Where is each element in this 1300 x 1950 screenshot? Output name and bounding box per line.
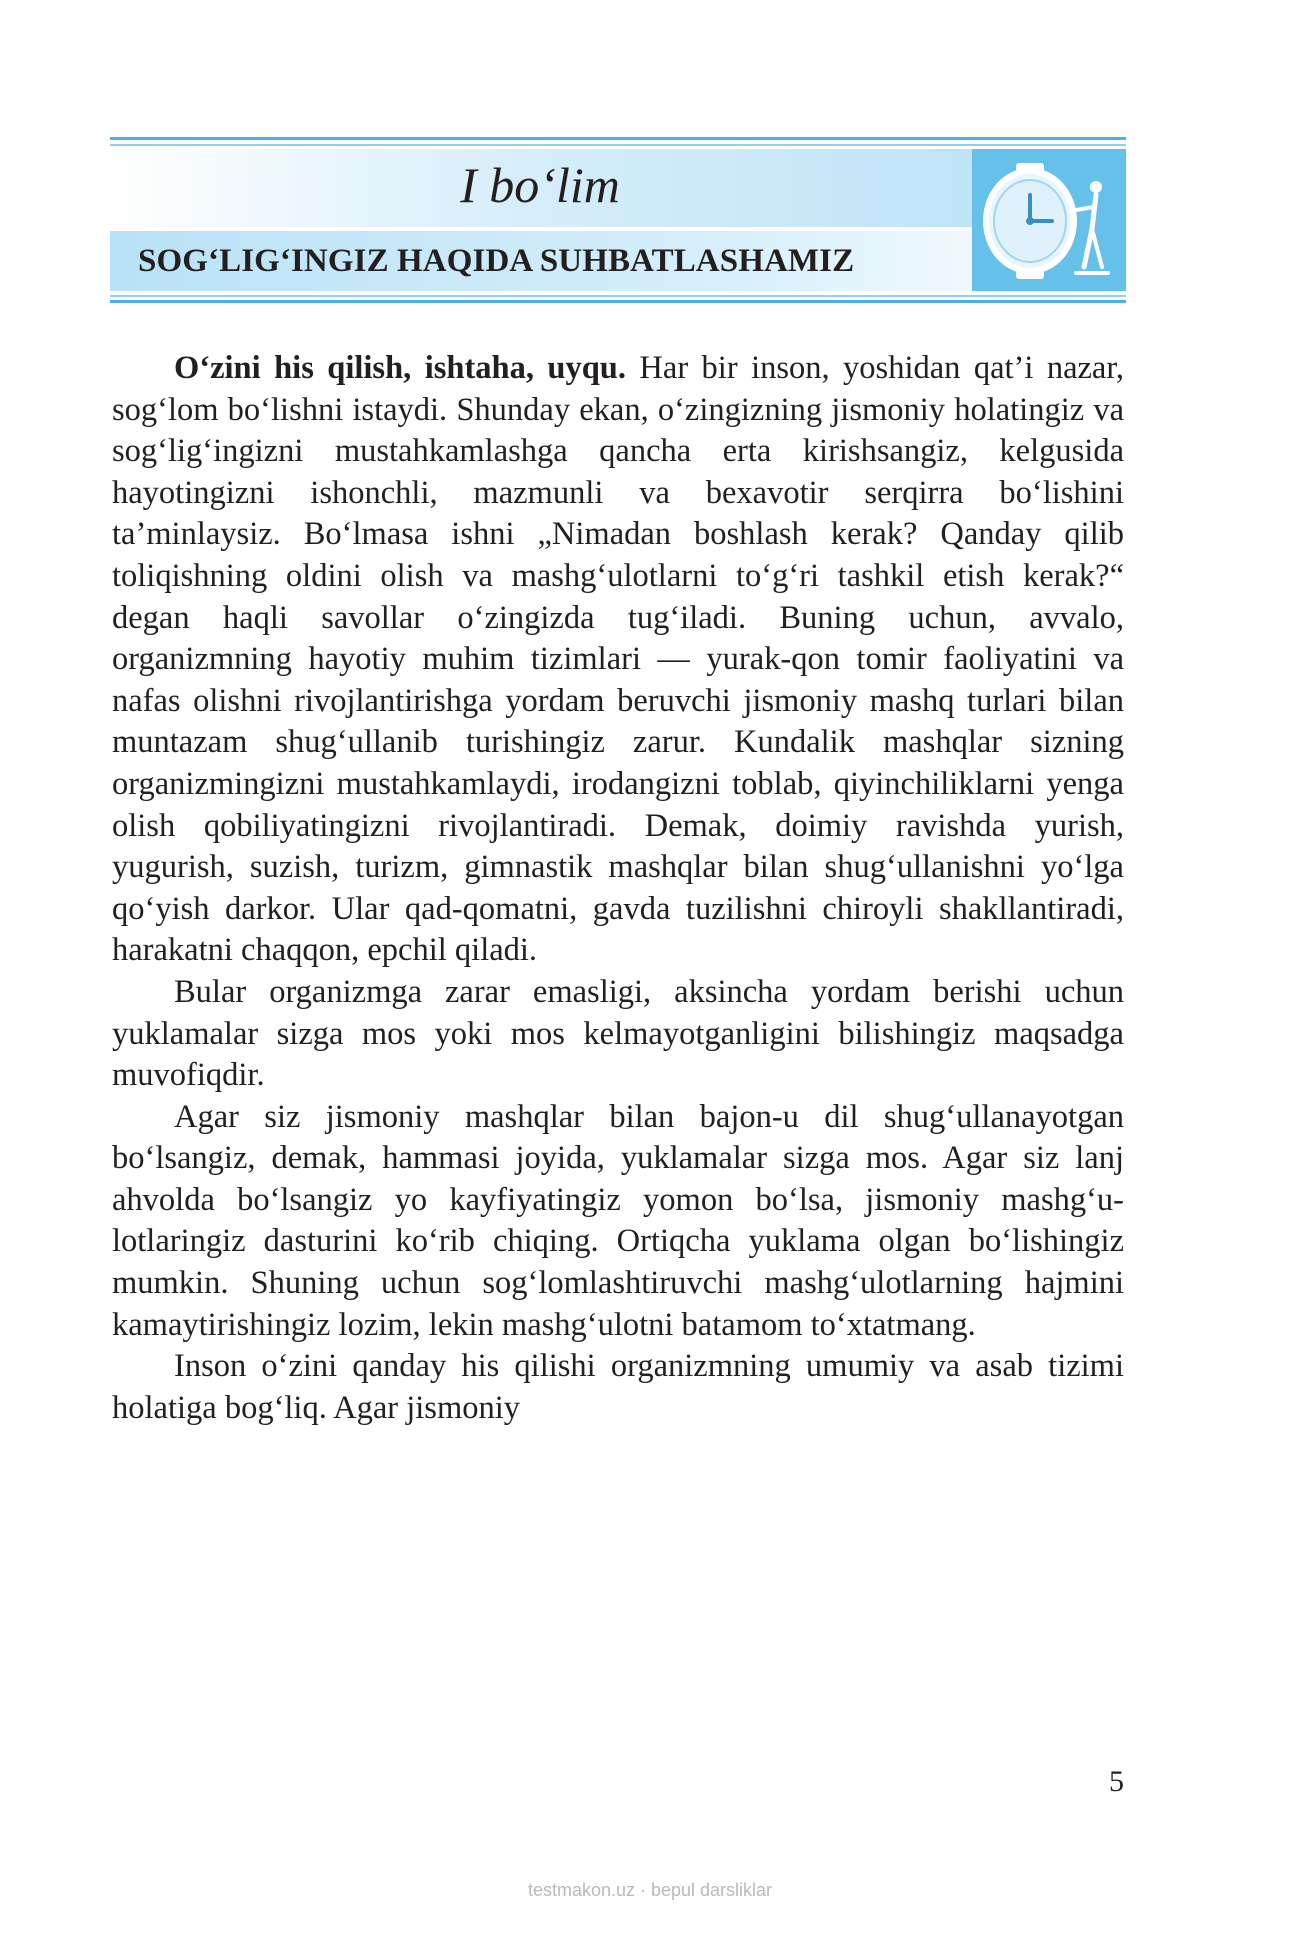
paragraph <box>112 1346 1124 1429</box>
chapter-header <box>110 137 1126 305</box>
paragraph <box>112 1097 1124 1347</box>
paragraph-text: Agar siz jismoniy mashqlar bilan bajon-u dil shug‘ullanayotgan bo‘lsangiz, demak, hammasi joyida, yuklamalar sizga mos. Agar siz lanj ahvolda bo‘lsangiz yo kayfiyatingiz yomon bo‘lsa, jismoniy mashg‘ulotlaringiz dasturini ko‘rib chiqing. Ortiqcha yuklama olgan bo‘lishingiz mumkin. Shuning uchun sog‘lomlashtiruvchi mashg‘ulotlarning hajmini kamaytirishingiz lozim, lekin mashg‘ulotni batamom to‘xtatmang. <box>112 1098 1124 1343</box>
paragraph-text: Inson o‘zini qanday his qilishi organizmning umumiy va asab tizimi holatiga bog‘liq. Agar jismoniy <box>112 1348 1124 1426</box>
paragraph <box>112 348 1124 972</box>
paragraph <box>112 972 1124 1097</box>
clock-figure-icon <box>972 149 1126 291</box>
footer-watermark: testmakon.uz · bepul darsliklar <box>527 1880 773 1900</box>
paragraph-text: Har bir inson, yoshidan qat’i nazar, sog‘lom bo‘lishni istaydi. Shunday ekan, o‘zingizning jismoniy holatingiz va sog‘lig‘ingizni mustahkamlashga qancha erta kirishsangiz, kelgusida hayotingizni ishonchli, mazmunli va bexavotir serqirra bo‘lishini ta’minlaysiz. Bo‘lmasa ishni „Nimadan boshlash kerak? Qanday qilib toliqishning oldini olish va mashg‘ulotlarni to‘g‘ri tashkil etish kerak?“ degan haqli savollar o‘zingizda tug‘iladi. Buning uchun, avvalo, organizmning hayotiy muhim tizimlari — yurak-qon tomir faoliyatini va nafas olishni rivojlantirishga yordam beruvchi jismoniy mashq turlari bilan muntazam shug‘ullanib turishingiz zarur. Kundalik mashqlar sizning organizmingizni mustahkamlaydi, irodangizni toblab, qiyinchiliklarni yenga olish qobiliyatingizni rivojlantiradi. Demak, doimiy ravishda yurish, yugurish, suzish, turizm, gimnastik mashqlar bilan shug‘ullanishni yo‘lga qo‘yish darkor. Ular qad-qomatni, gavda tuzilishni chiroyli shakllantiradi, harakatni chaqqon, epchil qiladi. <box>112 350 1124 969</box>
page-number: 5 <box>1109 1765 1124 1798</box>
paragraph-lead: O‘zini his qilish, ishtaha, uyqu. <box>174 350 626 386</box>
paragraph-text: Bular organizmga zarar emasligi, aksincha yordam berishi uchun yuklamalar sizga mos yoki mos kelmayotganligini bilishingiz maqsadga muvofiqdir. <box>112 973 1124 1094</box>
header-top-rule-thin <box>110 144 1126 146</box>
header-top-rule <box>110 137 1126 140</box>
header-bottom-rule <box>110 300 1126 303</box>
part-title: I bo‘lim <box>460 157 620 213</box>
body-text <box>112 348 1124 1429</box>
header-bottom-rule-thin <box>110 295 1126 297</box>
section-title: SOG‘LIG‘INGIZ HAQIDA SUHBATLASHAMIZ <box>138 243 855 279</box>
